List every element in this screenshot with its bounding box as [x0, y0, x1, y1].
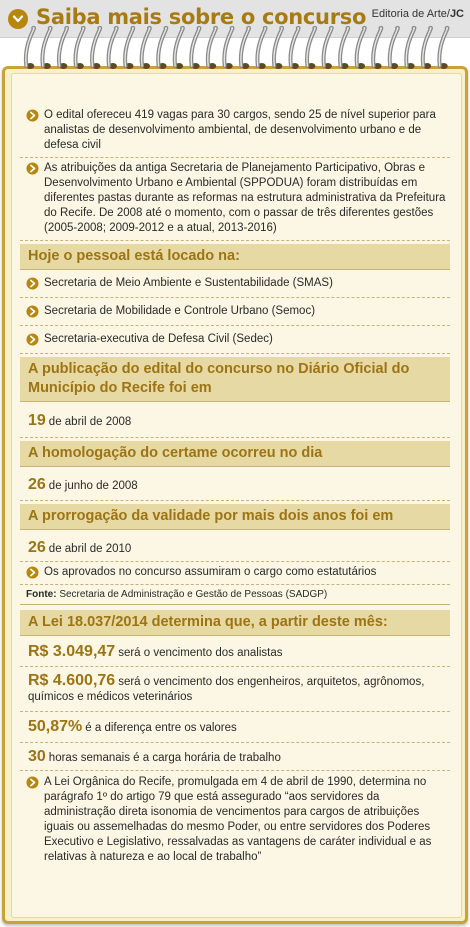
section-heading-publicacao: A publicação do edital do concurso no Diário Oficial do Município do Recife foi em	[20, 357, 450, 402]
spiral-ring	[390, 28, 398, 69]
spiral-ring	[26, 28, 34, 69]
date-prorrogacao: 26 de abril de 2010	[20, 530, 450, 562]
list-item: Os aprovados no concurso assumiram o cargo como estatutários	[20, 562, 450, 585]
content-area	[20, 105, 450, 869]
page-title: Saiba mais sobre o concurso	[36, 5, 367, 29]
section-heading-locado: Hoje o pessoal está locado na:	[20, 244, 450, 270]
list-item: As atribuições da antiga Secretaria de Planejamento Participativo, Obras e Desenvolvimento Urbano e Ambiental (SPPODUA) foram distribuídas em diferentes pastas durante as reformas na estrutura administrativa da Prefeitura do Recife. De 2008 até o momento, com o passar de três diferentes gestões (2005-2008; 2009-2012 e a atual, 2013-2016)	[20, 158, 450, 241]
list-item: O edital ofereceu 419 vagas para 30 cargos, sendo 25 de nível superior para analistas de desenvolvimento ambiental, de desenvolvimento urbano e de defesa civil	[20, 105, 450, 158]
spiral-ring	[75, 28, 83, 69]
value-row-engenheiros: R$ 4.600,76 será o vencimento dos engenheiros, arquitetos, agrônomos, químicos e médicos veterinários	[20, 667, 450, 712]
spiral-ring	[241, 28, 249, 69]
list-item: Secretaria de Mobilidade e Controle Urbano (Semoc)	[20, 298, 450, 326]
spiral-ring	[290, 28, 298, 69]
list-item: Secretaria-executiva de Defesa Civil (Sedec)	[20, 326, 450, 354]
section-heading-lei: A Lei 18.037/2014 determina que, a partir deste mês:	[20, 610, 450, 636]
arrow-bullet-icon	[26, 305, 39, 318]
spiral-ring	[274, 28, 282, 69]
spiral-ring	[224, 28, 232, 69]
spiral-ring	[92, 28, 100, 69]
arrow-bullet-icon	[26, 333, 39, 346]
spiral-ring	[423, 28, 431, 69]
spiral-ring	[175, 28, 183, 69]
source-note: Fonte: Secretaria de Administração e Gestão de Pessoas (SADGP)	[20, 585, 450, 605]
spiral-ring	[340, 28, 348, 69]
spiral-ring	[357, 28, 365, 69]
section-heading-prorrogacao: A prorrogação da validade por mais dois anos foi em	[20, 504, 450, 530]
spiral-ring	[373, 28, 381, 69]
credit-line: Editoria de Arte/JC	[371, 8, 464, 20]
section-heading-homologacao: A homologação do certame ocorreu no dia	[20, 441, 450, 467]
spiral-ring	[142, 28, 150, 69]
list-item: A Lei Orgânica do Recife, promulgada em 4 de abril de 1990, determina no parágrafo 1º do artigo 79 que está assegurado “aos servidores da administração direta isonomia de vencimentos para cargos de atribuições iguais ou assemelhadas do mesmo Poder, ou entre servidores dos Poderes Executivo e Legislativo, ressalvadas as vantagens de caráter individual e as relativas à natureza e ao local de trabalho”	[20, 771, 450, 869]
spiral-ring	[125, 28, 133, 69]
date-homologacao: 26 de junho de 2008	[20, 467, 450, 501]
spiral-ring	[324, 28, 332, 69]
date-publicacao: 19 de abril de 2008	[20, 402, 450, 438]
arrow-bullet-icon	[26, 109, 39, 122]
value-row-carga: 30 horas semanais é a carga horária de trabalho	[20, 743, 450, 771]
spiral-ring	[208, 28, 216, 69]
spiral-ring	[191, 28, 199, 69]
spiral-ring	[59, 28, 67, 69]
arrow-bullet-icon	[26, 277, 39, 290]
spiral-ring	[406, 28, 414, 69]
arrow-bullet-icon	[26, 162, 39, 175]
spiral-ring	[307, 28, 315, 69]
list-item: Secretaria de Meio Ambiente e Sustentabilidade (SMAS)	[20, 270, 450, 298]
value-row-analistas: R$ 3.049,47 será o vencimento dos analistas	[20, 636, 450, 667]
spiral-ring	[42, 28, 50, 69]
spiral-rings-icon	[22, 22, 452, 74]
spiral-ring	[439, 28, 447, 69]
spiral-ring	[109, 28, 117, 69]
arrow-bullet-icon	[26, 776, 39, 789]
spiral-ring	[158, 28, 166, 69]
spiral-ring	[257, 28, 265, 69]
value-row-diferenca: 50,87% é a diferença entre os valores	[20, 712, 450, 743]
arrow-bullet-icon	[26, 566, 39, 579]
